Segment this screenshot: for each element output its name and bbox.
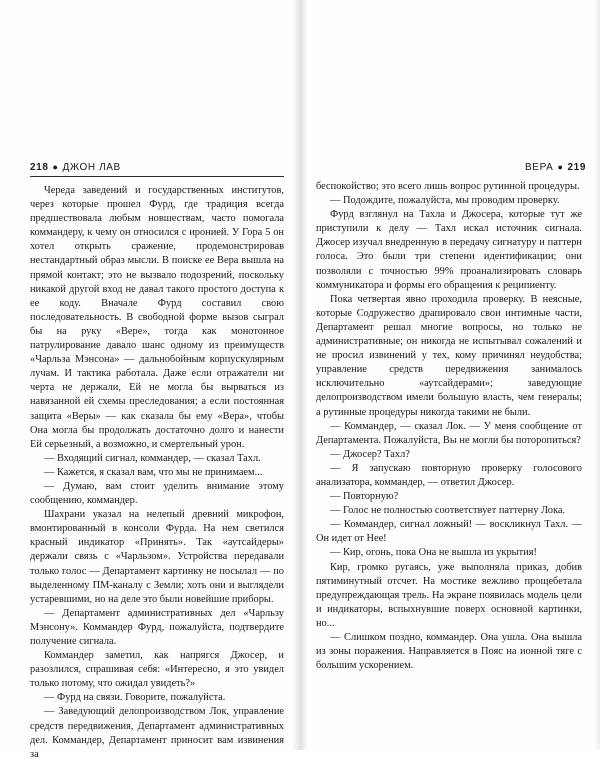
paragraph: — Думаю, вам стоит уделить внимание этому сообщению, коммандер. — [30, 480, 284, 507]
paragraph: — Фурд на связи. Говорите, пожалуйста. — [44, 692, 226, 704]
left-running-title: ДЖОН ЛАВ — [62, 162, 121, 173]
paragraph: — Повторную? — [330, 491, 399, 503]
paragraph: — Слишком поздно, коммандер. Она ушла. Она вышла из зоны поражения. Направляется в Пояс на ионной тяге с большим ускорением. — [316, 632, 582, 672]
left-running-head — [30, 160, 121, 174]
paragraph: — Кажется, я сказал вам, что мы не принимаем... — [44, 466, 263, 478]
paragraph: — Заведующий делопроизводством Лок, управление средств передвижения, Департамент административных дел. Коммандер, Департамент приносит вам извинения за — [30, 706, 284, 760]
paragraph: беспокойство; это всего лишь вопрос рутинной процедуры. — [316, 181, 580, 192]
paragraph: — Джосер? Тахл? — [330, 448, 410, 460]
separator-dot-icon: ● — [557, 162, 564, 172]
left-page — [0, 0, 300, 760]
left-page-text — [30, 184, 284, 762]
right-running-head — [525, 160, 586, 174]
right-running-title: ВЕРА — [525, 162, 554, 173]
paragraph: — Коммандер, сигнал ложный! — воскликнул Тахл. — Он идет от Нее! — [316, 519, 582, 545]
paragraph: Коммандер заметил, как напрягся Джосер, и разозлился, спрашивая себя: «Интересно, я это увидел только потому, что ожидал увидеть?» — [30, 650, 284, 690]
paragraph: — Входящий сигнал, коммандер, — сказал Тахл. — [44, 452, 261, 464]
right-page-number: 219 — [567, 162, 586, 173]
paragraph: — Департамент административных дел «Чарльзу Мэнсону». Коммандер Фурд, пожалуйста, подтвердите получение сигнала. — [30, 607, 284, 647]
separator-dot-icon: ● — [52, 162, 59, 172]
right-page-text — [316, 180, 582, 673]
paragraph: Череда заведений и государственных институтов, через которые прошел Фурд, где традиция всегда предшествовала любым новшествам, часто помогала коммандеру, к чему он относился с иронией. У Гора 5 он хотел открыть сражение, продемонстрировав нестандартный образ мысли. В поиске ее Вера вышла на прямой контакт; это не вызвало подозрений, поскольку никакой другой вход не давал такого простого доступа к ее коду. Вначале Фурд составил свою последовательность. В свободной форме вызов сыграл бы на руку «Вере», тогда как монотонное патрулирование давало шанс одному из преимуществ «Чарльза Мэнсона» — дальнобойным корпускулярным лучам. И тактика работала. Даже если отражатели ни черта не держали, Ей не могла бы вырваться из навязанной ей схемы преследования; а если постоянная защита «Веры» — как сказала бы ему «Вера», чтобы Она могла бы продолжать достаточно долго и нанести Ей серьезный, а возможно, и смертельный урон. — [30, 185, 284, 450]
left-page-number: 218 — [30, 162, 49, 173]
paragraph: — Я запускаю повторную проверку голосового анализатора, коммандер, — ответил Джосер. — [316, 462, 582, 488]
paragraph: — Подождите, пожалуйста, мы проводим проверку. — [330, 195, 560, 207]
paragraph: — Голос не полностью соответствует паттерну Лока. — [330, 505, 566, 517]
paragraph: Пока четвертая явно проходила проверку. В неясные, которые Содружество драпировало свои интимные части, Департамент решал многие вопросы, но только не административные; он никогда не испытывал сожалений и не просил извинений у тех, кому причинял неудобства; управление средств передвижения занималось исключительно «аутсайдерами»; заведующие делопроизводством имели большую власть, чем генералы; а рутинные процедуры никогда такими не были. — [316, 293, 582, 418]
page-edge-shadow — [594, 0, 600, 750]
paragraph: Шахрани указал на нелепый древний микрофон, вмонтированный в консоли Фурда. На нем светился красный индикатор «Принять». Так «аутсайдеры» держали связь с «Чарльзом». Устройства передавали только голос — Департамент картинку не посылал — по выделенному ПМ-каналу с Земли; хоть они и выглядели устаревшими, но на деле это были новейшие приборы. — [30, 509, 284, 605]
paragraph: Кир, громко ругаясь, уже выполняла приказ, добив пятиминутный отсчет. На мостике вежливо прощебетала предупреждающая трель. На экране появилась модель цели и индикаторы, вспыхнувшие поверх основной картинки, но... — [316, 561, 582, 629]
left-header-rule — [30, 176, 284, 177]
paragraph: Фурд взглянул на Тахла и Джосера, которые тут же приступили к делу — Тахл искал источник сигнала. Джосер изучал внедренную в передачу сигнатуру и паттерн голоса. Это были три степени идентификации; они позволяли с точностью 99% проанализировать словарь коммуникатора и формы его обращения к реципиенту. — [316, 209, 582, 291]
paragraph: — Кир, огонь, пока Она не вышла из укрытия! — [330, 547, 537, 559]
right-page — [300, 0, 600, 750]
paragraph: — Коммандер, — сказал Лок. — У меня сообщение от Департамента. Пожалуйста, Вы не могли бы поторопиться? — [316, 420, 582, 446]
